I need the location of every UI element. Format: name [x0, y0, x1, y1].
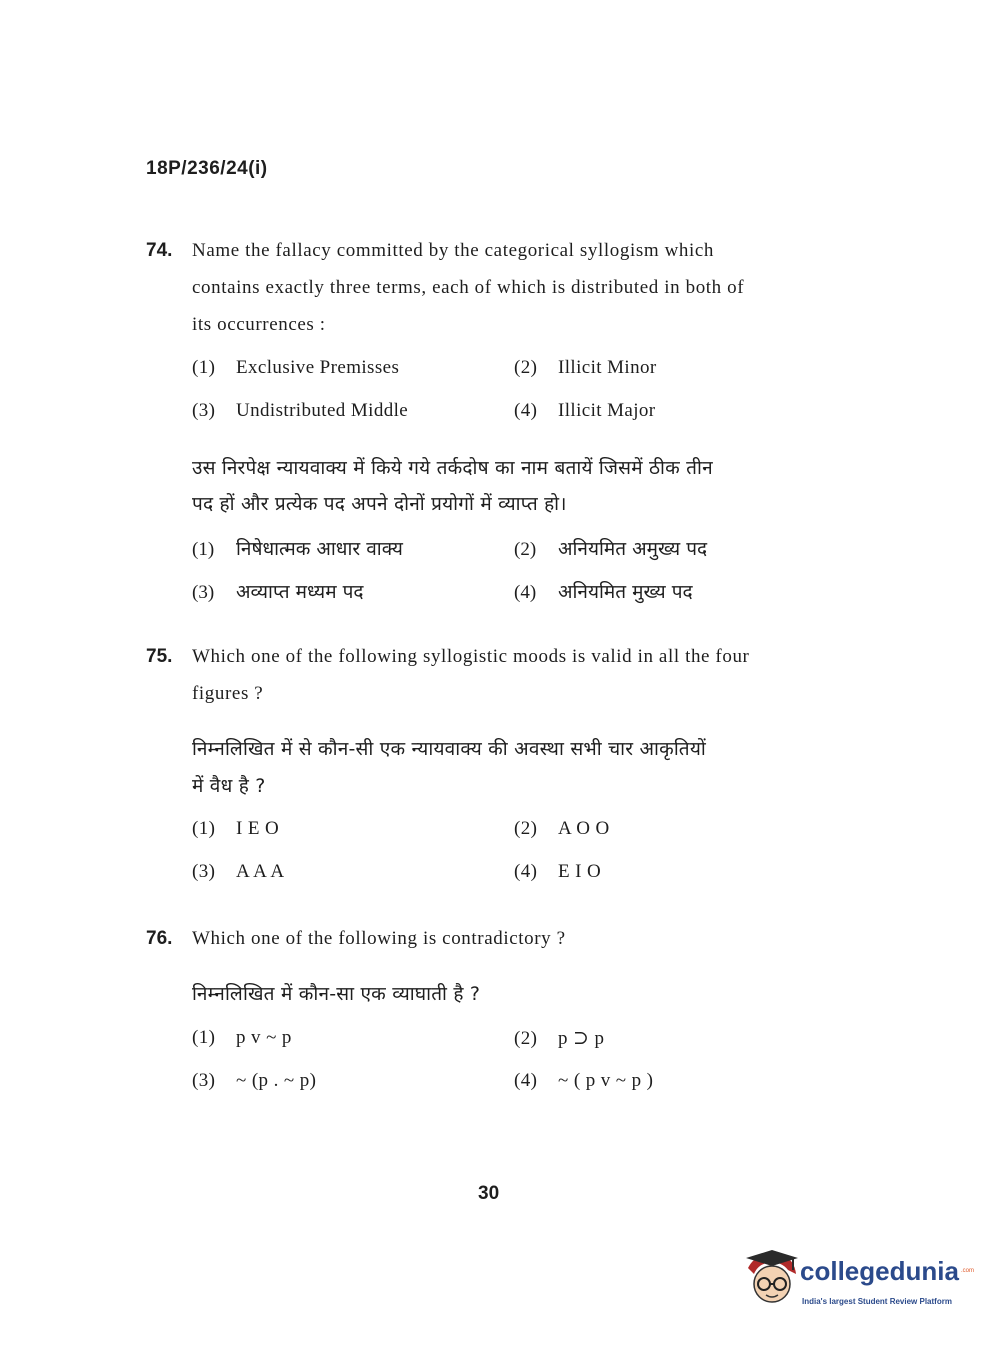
question-74-hindi-option-4: (4) अनियमित मुख्य पद [514, 581, 693, 603]
question-75-option-1: (1) I E O [192, 818, 280, 839]
question-74-option-2: (2) Illicit Minor [514, 357, 657, 378]
logo-suffix: .com [961, 1268, 975, 1274]
question-74-option-1: (1) Exclusive Premisses [192, 357, 400, 378]
question-74-text-line-3: its occurrences : [192, 314, 326, 335]
question-74-text-line-1: Name the fallacy committed by the categorical syllogism which [192, 240, 714, 261]
question-74-option-4: (4) Illicit Major [514, 400, 656, 421]
question-76-option-2: (2) p ⊃ p [514, 1028, 605, 1049]
question-74-hindi-line-1: उस निरपेक्ष न्यायवाक्य में किये गये तर्कदोष का नाम बतायें जिसमें ठीक तीन [192, 457, 713, 479]
question-number-76: 76. [146, 928, 173, 949]
question-75-hindi-line-2: में वैध है ? [192, 775, 266, 797]
logo-tagline: India's largest Student Review Platform [802, 1297, 952, 1306]
question-75-text-line-1: Which one of the following syllogistic moods is valid in all the four [192, 646, 750, 667]
question-75-option-4: (4) E I O [514, 861, 602, 882]
mascot-icon [742, 1248, 800, 1312]
question-74-hindi-option-2: (2) अनियमित अमुख्य पद [514, 538, 708, 560]
question-76-hindi-line-1: निम्नलिखित में कौन-सा एक व्याघाती है ? [192, 983, 481, 1005]
page-number: 30 [478, 1183, 500, 1204]
paper-code: 18P/236/24(i) [146, 158, 268, 179]
question-75-option-3: (3) A A A [192, 861, 285, 882]
question-76-option-1: (1) p v ~ p [192, 1027, 292, 1048]
collegedunia-logo [742, 1248, 975, 1318]
question-76-option-4: (4) ~ ( p v ~ p ) [514, 1070, 654, 1091]
question-74-hindi-option-1: (1) निषेधात्मक आधार वाक्य [192, 538, 403, 560]
question-75-option-2: (2) A O O [514, 818, 610, 839]
question-76-option-3: (3) ~ (p . ~ p) [192, 1070, 317, 1091]
question-74-text-line-2: contains exactly three terms, each of which is distributed in both of [192, 277, 745, 298]
logo-name: collegedunia [800, 1256, 959, 1286]
question-74-hindi-line-2: पद हों और प्रत्येक पद अपने दोनों प्रयोगों में व्याप्त हो। [192, 493, 567, 515]
question-75-hindi-line-1: निम्नलिखित में से कौन-सी एक न्यायवाक्य की अवस्था सभी चार आकृतियों [192, 738, 706, 760]
question-number-75: 75. [146, 646, 173, 667]
question-number-74: 74. [146, 240, 173, 261]
question-75-text-line-2: figures ? [192, 683, 264, 704]
question-74-option-3: (3) Undistributed Middle [192, 400, 409, 421]
question-74-hindi-option-3: (3) अव्याप्त मध्यम पद [192, 581, 364, 603]
question-76-text-line-1: Which one of the following is contradictory ? [192, 928, 566, 949]
